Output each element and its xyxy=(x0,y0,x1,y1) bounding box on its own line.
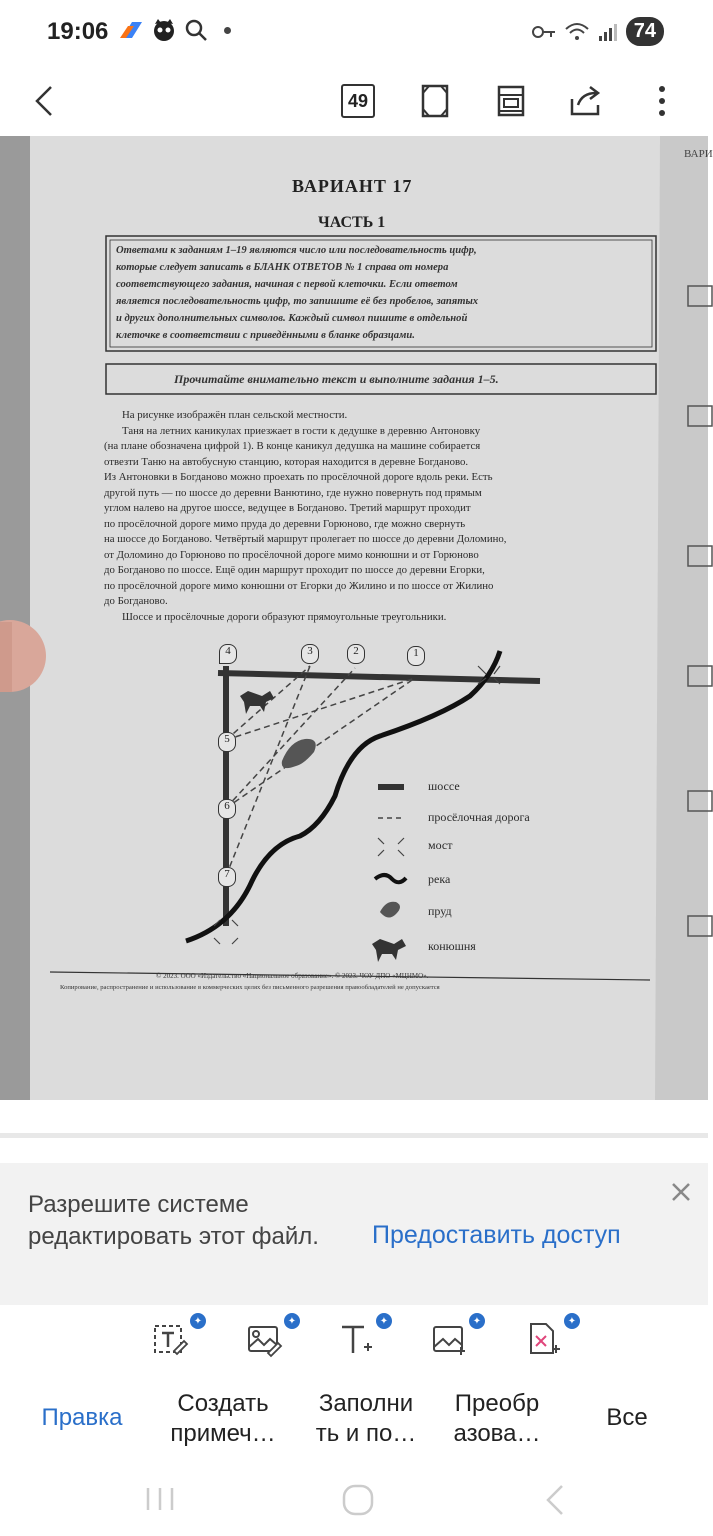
back-arrow-icon xyxy=(33,84,57,118)
wifi-icon xyxy=(564,21,590,43)
task-text-block xyxy=(104,408,660,625)
tab-create-note[interactable]: Создать примеч… xyxy=(170,1390,276,1447)
status-bar xyxy=(0,0,708,66)
copyright-line: © 2023. ООО «Издательство «Национальное образование». © 2023. ЧОУ ДПО «МЦНМО». xyxy=(156,972,429,980)
instruction-line: Ответами к заданиям 1–19 являются число или последовательность цифр, xyxy=(116,245,477,256)
marker-label: 4 xyxy=(225,645,231,657)
home-icon xyxy=(338,1480,378,1520)
map-marker-1 xyxy=(407,646,425,666)
recent-apps-icon xyxy=(140,1482,180,1516)
more-vertical-icon xyxy=(658,85,666,117)
marker-label: 7 xyxy=(224,868,230,880)
task-text-line: Шоссе и просёлочные дороги образуют прямоугольные треугольники. xyxy=(122,610,447,623)
convert-tool[interactable] xyxy=(526,1315,577,1365)
instruction-line: которые следует записать в БЛАНК ОТВЕТОВ № 1 справа от номера xyxy=(116,262,449,273)
image-edit-icon xyxy=(246,1321,282,1357)
read-instruction: Прочитайте внимательно текст и выполните задания 1–5. xyxy=(174,372,499,386)
task-text-line: по просёлочной дороге мимо конюшни от Егорки до Жилино и по шоссе от Жилино xyxy=(104,579,494,592)
share-button[interactable] xyxy=(561,76,611,126)
signal-icon xyxy=(598,22,618,42)
tab-convert[interactable]: Преобр азова… xyxy=(453,1390,541,1447)
fullscreen-icon xyxy=(421,84,449,118)
marker-label: 1 xyxy=(413,647,419,659)
more-notifications-dot xyxy=(224,27,231,34)
premium-badge-icon: ✦ xyxy=(190,1313,206,1329)
permission-banner xyxy=(0,1163,708,1305)
nav-back-icon xyxy=(540,1480,570,1520)
map-marker-5 xyxy=(218,732,236,752)
instructions-block xyxy=(116,242,652,344)
page-number: 49 xyxy=(341,84,375,118)
task-text-line: другой путь — по шоссе до деревни Ванютино, где нужно повернуть под прямым xyxy=(104,486,482,499)
fullscreen-button[interactable] xyxy=(410,76,460,126)
legend-dirt-road-label: просёлочная дорога xyxy=(428,810,530,824)
marker-label: 5 xyxy=(224,733,230,745)
divider xyxy=(0,1133,708,1138)
share-icon xyxy=(568,85,604,117)
legend-pond-label: пруд xyxy=(428,904,452,918)
text-annotation-tool[interactable] xyxy=(152,1315,203,1365)
add-image-tool[interactable] xyxy=(431,1315,482,1365)
legend-river-label: река xyxy=(428,872,451,886)
task-text-line: отвезти Таню на автобусную станцию, которая находится в деревне Богданово. xyxy=(104,455,469,468)
add-image-icon xyxy=(431,1321,467,1357)
tab-edit[interactable]: Правка xyxy=(41,1404,123,1431)
viewer-toolbar xyxy=(0,66,708,136)
document-side-label: ВАРИ xyxy=(684,148,713,160)
instruction-line: соответствующего задания, начиная с первой клеточки. Если ответом xyxy=(116,279,458,290)
document-photo[interactable] xyxy=(0,136,713,1100)
spacer xyxy=(0,1100,708,1130)
close-banner-button[interactable] xyxy=(670,1177,692,1211)
tab-all[interactable]: Все xyxy=(606,1404,648,1431)
premium-badge-icon: ✦ xyxy=(284,1313,300,1329)
more-options-button[interactable] xyxy=(637,76,687,126)
part-title: ЧАСТЬ 1 xyxy=(318,214,386,231)
premium-badge-icon: ✦ xyxy=(564,1313,580,1329)
instruction-line: клеточке в соответствии с приведёнными в бланке образцами. xyxy=(116,330,415,341)
premium-badge-icon: ✦ xyxy=(376,1313,392,1329)
marker-label: 3 xyxy=(307,645,313,657)
home-button[interactable] xyxy=(338,1480,378,1520)
nav-back-button[interactable] xyxy=(540,1480,570,1520)
back-button[interactable] xyxy=(20,76,70,126)
task-text-line: Таня на летних каникулах приезжает в гости к дедушке в деревню Антоновку xyxy=(122,424,481,437)
clock: 19:06 xyxy=(47,18,109,45)
map-marker-6 xyxy=(218,799,236,819)
map-marker-4 xyxy=(219,644,237,664)
recent-apps-button[interactable] xyxy=(140,1482,180,1516)
text-box-edit-icon xyxy=(152,1321,188,1357)
instruction-line: является последовательность цифр, то запишите её без пробелов, запятых xyxy=(116,296,479,307)
map-marker-3 xyxy=(301,644,319,664)
task-text-line: (на плане обозначена цифрой 1). В конце каникул дедушка на машине собирается xyxy=(104,440,481,452)
copyright-restriction: Копирование, распространение и использование в коммерческих целях без письменного разрешения правообладателей не допускается xyxy=(60,984,440,991)
close-icon xyxy=(670,1181,692,1203)
bottom-tabs xyxy=(0,1381,708,1466)
search-notification-icon xyxy=(184,18,208,42)
task-text-line: на шоссе до Богданово. Четвёртый маршрут пролегает по шоссе до деревни Доломино, xyxy=(104,533,507,545)
instruction-line: и других дополнительных символов. Каждый символ пишите в отдельной xyxy=(116,313,468,324)
task-text-line: Из Антоновки в Богданово можно проехать по просёлочной дороге вдоль реки. Есть xyxy=(104,471,493,483)
permission-message: Разрешите системе редактировать этот файл. xyxy=(28,1191,319,1250)
page-number-button[interactable] xyxy=(333,76,383,126)
variant-title: ВАРИАНТ 17 xyxy=(292,176,413,196)
task-text-line: На рисунке изображён план сельской местности. xyxy=(122,409,348,421)
task-text-line: до Богданово по шоссе. Ещё один маршрут проходит по шоссе до деревни Егорки, xyxy=(104,564,485,576)
map-marker-2 xyxy=(347,644,365,664)
cat-app-icon xyxy=(152,18,176,42)
map-marker-7 xyxy=(218,867,236,887)
app-notification-icon xyxy=(118,20,144,40)
legend-bridge-label: мост xyxy=(428,838,453,852)
legend-stable-label: конюшня xyxy=(428,939,476,953)
tab-fill-sign[interactable]: Заполни ть и по… xyxy=(315,1390,417,1447)
image-annotation-tool[interactable] xyxy=(246,1315,297,1365)
edit-tools-row xyxy=(0,1305,708,1381)
system-navigation-bar xyxy=(0,1466,708,1536)
view-mode-button[interactable] xyxy=(486,76,536,126)
add-text-icon xyxy=(338,1321,374,1357)
key-icon xyxy=(532,24,556,40)
legend-highway-label: шоссе xyxy=(428,779,460,793)
task-text-line: углом налево на другое шоссе, ведущее в Богданово. Третий маршрут проходит xyxy=(104,502,471,514)
marker-label: 2 xyxy=(353,645,359,657)
grant-access-button[interactable]: Предоставить доступ xyxy=(372,1221,621,1249)
add-text-tool[interactable] xyxy=(338,1315,389,1365)
battery-level: 74 xyxy=(626,17,664,46)
task-text-line: до Богданово. xyxy=(104,595,168,607)
page-view-icon xyxy=(497,85,525,117)
task-text-line: от Доломино до Горюново по просёлочной дороге мимо конюшни и от Горюново xyxy=(104,548,479,561)
notification-icons xyxy=(118,18,231,42)
system-icons xyxy=(532,17,664,46)
convert-document-icon xyxy=(526,1321,562,1357)
premium-badge-icon: ✦ xyxy=(469,1313,485,1329)
task-text-line: по просёлочной дороге мимо пруда до деревни Горюново, где можно свернуть xyxy=(104,517,466,530)
marker-label: 6 xyxy=(224,800,230,812)
